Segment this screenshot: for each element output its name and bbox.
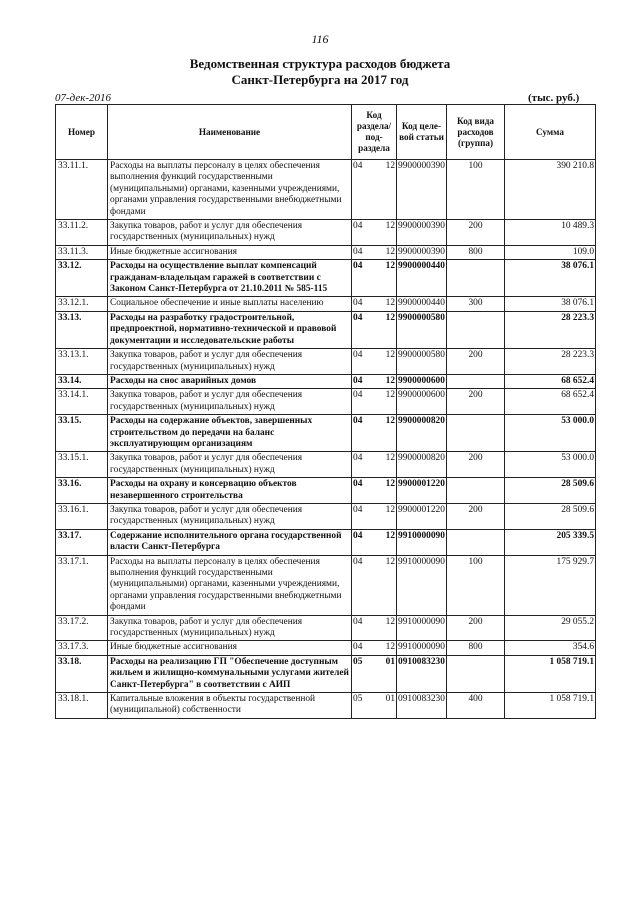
row-name: Расходы на содержание объектов, завершенных строительством до передачи на баланс эксплуатирующим организациям: [108, 415, 352, 452]
row-section: 04: [353, 221, 363, 232]
row-name: Закупка товаров, работ и услуг для обеспечения государственных (муниципальных) нужд: [108, 389, 352, 415]
row-sum: 38 076.1: [505, 260, 596, 297]
row-section: 04: [353, 530, 363, 541]
row-section: 04: [353, 556, 363, 567]
row-expense-type: 100: [447, 160, 505, 220]
row-expense-type: 400: [447, 693, 505, 719]
row-sum: 68 652.4: [505, 374, 596, 388]
row-target-code: 0910083230: [397, 693, 447, 719]
row-target-code: 9900000820: [397, 452, 447, 478]
header-target: Код целе-вой статьи: [397, 105, 447, 160]
row-name: Расходы на охрану и консервацию объектов незавершенного строительства: [108, 478, 352, 504]
row-sum: 1 058 719.1: [505, 655, 596, 692]
row-number: 33.14.: [56, 374, 108, 388]
row-expense-type: [447, 529, 505, 555]
header-number: Номер: [56, 105, 108, 160]
row-subsection: 12: [385, 416, 395, 427]
row-subsection: 12: [385, 375, 395, 386]
table-row: [56, 311, 596, 348]
row-number: 33.16.: [56, 478, 108, 504]
row-section-code: [352, 641, 397, 655]
document-date: 07-дек-2016: [55, 92, 112, 104]
table-row: [56, 260, 596, 297]
row-subsection: 12: [385, 556, 395, 567]
row-name: Расходы на снос аварийных домов: [108, 374, 352, 388]
row-name: Закупка товаров, работ и услуг для обеспечения государственных (муниципальных) нужд: [108, 452, 352, 478]
row-target-code: 9900001220: [397, 478, 447, 504]
row-sum: 29 055.2: [505, 615, 596, 641]
row-expense-type: 200: [447, 615, 505, 641]
row-expense-type: 800: [447, 245, 505, 259]
row-section: 04: [353, 261, 363, 272]
row-section-code: [352, 160, 397, 220]
row-section: 04: [353, 504, 363, 515]
row-subsection: 12: [385, 390, 395, 401]
row-target-code: 9900000600: [397, 374, 447, 388]
row-sum: 28 509.6: [505, 478, 596, 504]
table-row: [56, 529, 596, 555]
row-section-code: [352, 452, 397, 478]
row-target-code: 9910000090: [397, 529, 447, 555]
row-section-code: [352, 311, 397, 348]
table-row: [56, 389, 596, 415]
row-sum: 175 929.7: [505, 555, 596, 615]
row-target-code: 9910000090: [397, 555, 447, 615]
row-section-code: [352, 478, 397, 504]
row-section: 05: [353, 656, 363, 667]
row-name: Расходы на реализацию ГП "Обеспечение доступным жильем и жилищно-коммунальными услугами жителей Санкт-Петербурга" в соответствии с АИП: [108, 655, 352, 692]
header-expense-type: Код вида расходов (группа): [447, 105, 505, 160]
row-sum: 28 223.3: [505, 311, 596, 348]
table-row: [56, 245, 596, 259]
row-expense-type: 200: [447, 503, 505, 529]
table-row: [56, 220, 596, 246]
table-row: [56, 374, 596, 388]
table-row: [56, 415, 596, 452]
row-name: Содержание исполнительного органа государственной власти Санкт-Петербурга: [108, 529, 352, 555]
row-sum: 109.0: [505, 245, 596, 259]
page-title: [0, 56, 640, 88]
row-sum: 205 339.5: [505, 529, 596, 555]
row-target-code: 9910000090: [397, 615, 447, 641]
row-section-code: [352, 389, 397, 415]
units-label: (тыс. руб.): [528, 92, 580, 104]
header-section: Код раздела/ под-раздела: [352, 105, 397, 160]
row-section: 04: [353, 616, 363, 627]
row-expense-type: [447, 655, 505, 692]
row-section: 04: [353, 246, 363, 257]
row-subsection: 01: [385, 694, 395, 705]
table-header-row: [56, 105, 596, 160]
row-number: 33.18.1.: [56, 693, 108, 719]
row-expense-type: 800: [447, 641, 505, 655]
row-section-code: [352, 655, 397, 692]
row-target-code: 9900000390: [397, 245, 447, 259]
row-name: Социальное обеспечение и иные выплаты населению: [108, 297, 352, 311]
row-number: 33.16.1.: [56, 503, 108, 529]
row-expense-type: 200: [447, 389, 505, 415]
row-subsection: 12: [385, 479, 395, 490]
row-section: 04: [353, 350, 363, 361]
row-section-code: [352, 374, 397, 388]
table-row: [56, 478, 596, 504]
row-expense-type: 200: [447, 220, 505, 246]
row-section-code: [352, 415, 397, 452]
table-row: [56, 160, 596, 220]
row-sum: 1 058 719.1: [505, 693, 596, 719]
row-number: 33.17.3.: [56, 641, 108, 655]
row-name: Расходы на разработку градостроительной, предпроектной, нормативно-технической и правовой документации и исследовательские работы: [108, 311, 352, 348]
row-section-code: [352, 245, 397, 259]
table-row: [56, 693, 596, 719]
row-section: 05: [353, 694, 363, 705]
row-section-code: [352, 503, 397, 529]
row-target-code: 9900000580: [397, 311, 447, 348]
row-expense-type: [447, 415, 505, 452]
row-target-code: 9900000820: [397, 415, 447, 452]
row-name: Закупка товаров, работ и услуг для обеспечения государственных (муниципальных) нужд: [108, 503, 352, 529]
row-section-code: [352, 529, 397, 555]
row-target-code: 9910000090: [397, 641, 447, 655]
row-number: 33.18.: [56, 655, 108, 692]
row-sum: 53 000.0: [505, 452, 596, 478]
row-sum: 38 076.1: [505, 297, 596, 311]
row-number: 33.13.1.: [56, 349, 108, 375]
row-name: Закупка товаров, работ и услуг для обеспечения государственных (муниципальных) нужд: [108, 349, 352, 375]
row-name: Закупка товаров, работ и услуг для обеспечения государственных (муниципальных) нужд: [108, 220, 352, 246]
title-line-2: Санкт-Петербурга на 2017 год: [231, 72, 409, 87]
table-row: [56, 297, 596, 311]
table-row: [56, 615, 596, 641]
row-name: Расходы на выплаты персоналу в целях обеспечения выполнения функций государственными (муниципальными) органами, казенными учреждениями, органами управления государственными внебюджетными фондами: [108, 160, 352, 220]
row-section: 04: [353, 390, 363, 401]
row-subsection: 12: [385, 642, 395, 653]
row-name: Закупка товаров, работ и услуг для обеспечения государственных (муниципальных) нужд: [108, 615, 352, 641]
row-expense-type: [447, 311, 505, 348]
header-name: Наименование: [108, 105, 352, 160]
row-section: 04: [353, 642, 363, 653]
row-section-code: [352, 555, 397, 615]
row-expense-type: 200: [447, 349, 505, 375]
row-target-code: 9900000390: [397, 220, 447, 246]
row-sum: 390 210.8: [505, 160, 596, 220]
table-row: [56, 655, 596, 692]
header-sum: Сумма: [505, 105, 596, 160]
row-target-code: 9900000440: [397, 297, 447, 311]
row-section-code: [352, 693, 397, 719]
row-sum: 28 509.6: [505, 503, 596, 529]
row-section: 04: [353, 298, 363, 309]
row-number: 33.17.: [56, 529, 108, 555]
row-sum: 354.6: [505, 641, 596, 655]
row-subsection: 12: [385, 350, 395, 361]
row-section: 04: [353, 479, 363, 490]
row-name: Капитальные вложения в объекты государственной (муниципальной) собственности: [108, 693, 352, 719]
row-subsection: 12: [385, 161, 395, 171]
row-expense-type: 300: [447, 297, 505, 311]
table-row: [56, 503, 596, 529]
row-number: 33.11.3.: [56, 245, 108, 259]
row-name: Иные бюджетные ассигнования: [108, 245, 352, 259]
row-expense-type: [447, 374, 505, 388]
row-section-code: [352, 349, 397, 375]
row-section: 04: [353, 416, 363, 427]
row-target-code: 9900000600: [397, 389, 447, 415]
row-subsection: 12: [385, 246, 395, 257]
row-target-code: 9900001220: [397, 503, 447, 529]
row-number: 33.11.2.: [56, 220, 108, 246]
row-name: Расходы на выплаты персоналу в целях обеспечения выполнения функций государственными (муниципальными) органами, казенными учреждениями, органами управления государственными внебюджетными фондами: [108, 555, 352, 615]
row-subsection: 01: [385, 656, 395, 667]
budget-table: [55, 104, 596, 719]
row-section-code: [352, 260, 397, 297]
row-subsection: 12: [385, 453, 395, 464]
table-row: [56, 641, 596, 655]
row-subsection: 12: [385, 221, 395, 232]
page-number: 116: [311, 32, 329, 46]
row-subsection: 12: [385, 530, 395, 541]
row-subsection: 12: [385, 261, 395, 272]
row-subsection: 12: [385, 298, 395, 309]
row-section: 04: [353, 161, 363, 171]
row-subsection: 12: [385, 312, 395, 323]
row-number: 33.14.1.: [56, 389, 108, 415]
table-row: [56, 452, 596, 478]
table-row: [56, 555, 596, 615]
row-expense-type: [447, 260, 505, 297]
row-number: 33.17.1.: [56, 555, 108, 615]
row-number: 33.13.: [56, 311, 108, 348]
row-section-code: [352, 220, 397, 246]
row-number: 33.12.1.: [56, 297, 108, 311]
row-name: Расходы на осуществление выплат компенсаций гражданам-владельцам гаражей в соответствии с Законом Санкт-Петербурга от 21.10.2011 № 585-115: [108, 260, 352, 297]
row-sum: 68 652.4: [505, 389, 596, 415]
row-section-code: [352, 297, 397, 311]
row-subsection: 12: [385, 504, 395, 515]
row-number: 33.17.2.: [56, 615, 108, 641]
row-section: 04: [353, 375, 363, 386]
row-number: 33.15.: [56, 415, 108, 452]
row-number: 33.11.1.: [56, 160, 108, 220]
row-section: 04: [353, 453, 363, 464]
row-number: 33.12.: [56, 260, 108, 297]
row-subsection: 12: [385, 616, 395, 627]
row-target-code: 9900000580: [397, 349, 447, 375]
row-sum: 53 000.0: [505, 415, 596, 452]
row-target-code: 9900000440: [397, 260, 447, 297]
row-sum: 28 223.3: [505, 349, 596, 375]
row-sum: 10 489.3: [505, 220, 596, 246]
row-target-code: 0910083230: [397, 655, 447, 692]
row-expense-type: [447, 478, 505, 504]
row-number: 33.15.1.: [56, 452, 108, 478]
row-expense-type: 200: [447, 452, 505, 478]
title-line-1: Ведомственная структура расходов бюджета: [189, 56, 451, 71]
row-target-code: 9900000390: [397, 160, 447, 220]
table-row: [56, 349, 596, 375]
row-expense-type: 100: [447, 555, 505, 615]
row-name: Иные бюджетные ассигнования: [108, 641, 352, 655]
row-section: 04: [353, 312, 363, 323]
row-section-code: [352, 615, 397, 641]
